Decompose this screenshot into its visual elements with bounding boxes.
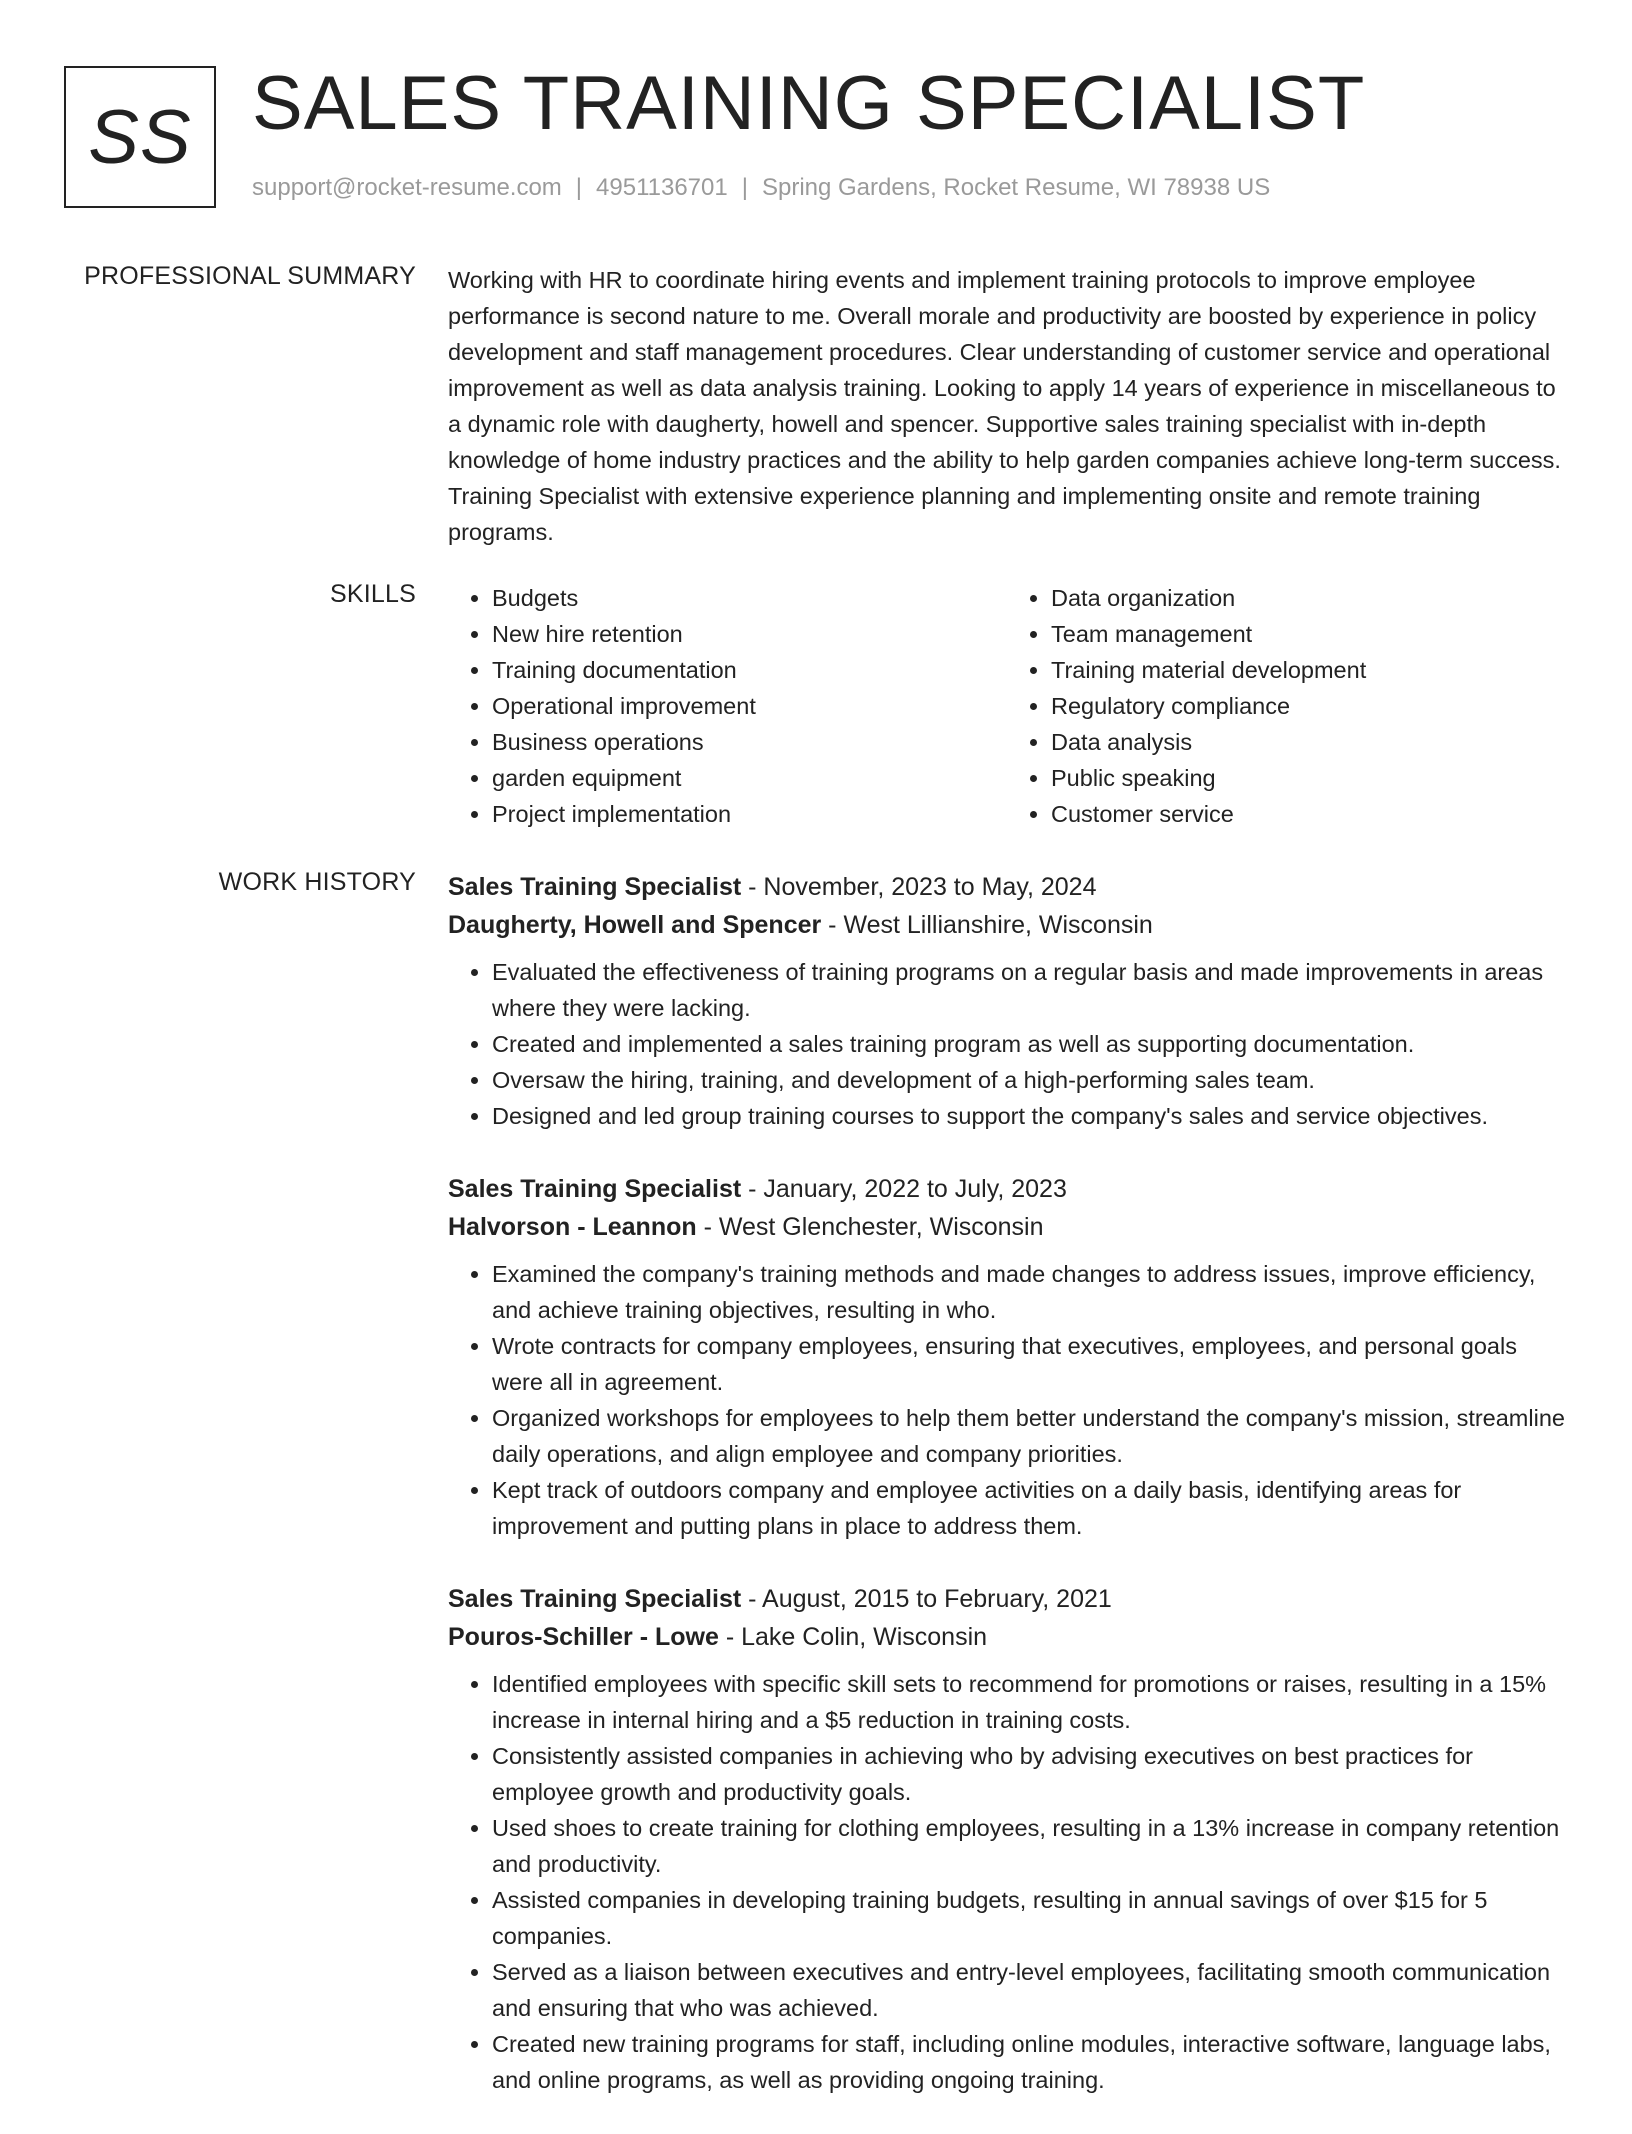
job-company: Daugherty, Howell and Spencer [448,911,822,939]
job-bullet: • Wrote contracts for company employees, ensuring that executives, employees, and personal goals were all in agreement. [492,1328,1566,1400]
job-bullet: • Designed and led group training courses to support the company's sales and service objectives. [492,1098,1566,1134]
skill-item: • Training material development [1051,652,1566,688]
skills-list-left [448,580,1007,832]
job-bullet: • Identified employees with specific skill sets to recommend for promotions or raises, resulting in a 15% increase in internal hiring and a $5 reduction in training costs. [492,1666,1566,1738]
skill-item: • Data analysis [1051,724,1566,760]
skill-item: • Public speaking [1051,760,1566,796]
work-history-label: WORK HISTORY [218,868,416,896]
skills-list-right [1007,580,1566,832]
job-title-line [448,1580,1566,1618]
job-bullets [448,954,1566,1134]
skill-item: • Customer service [1051,796,1566,832]
job-bullet: • Kept track of outdoors company and employee activities on a daily basis, identifying areas for improvement and putting plans in place to address them. [492,1472,1566,1544]
summary-text: Working with HR to coordinate hiring events and implement training protocols to improve employee performance is second nature to me. Overall morale and productivity are boosted by experience in policy development and staff management procedures. Clear understanding of customer service and operational improvement as well as data analysis training. Looking to apply 14 years of experience in miscellaneous to a dynamic role with daugherty, howell and spencer. Supportive sales training specialist with in-depth knowledge of home industry practices and the ability to help garden companies achieve long-term success. Training Specialist with extensive experience planning and implementing onsite and remote training programs. [448,267,1561,545]
job-dates: - August, 2015 to February, 2021 [741,1585,1112,1613]
job-bullets [448,1666,1566,2098]
job-bullet: • Served as a liaison between executives and entry-level employees, facilitating smooth communication and ensuring that who was achieved. [492,1954,1566,2026]
job-bullet: • Consistently assisted companies in achieving who by advising executives on best practices for employee growth and productivity goals. [492,1738,1566,1810]
resume-title: SALES TRAINING SPECIALIST [252,61,1366,146]
skill-item: • Business operations [492,724,1007,760]
summary-label: PROFESSIONAL SUMMARY [84,262,416,290]
job-bullet: • Examined the company's training methods and made changes to address issues, improve efficiency, and achieve training objectives, resulting in who. [492,1256,1566,1328]
job-title: Sales Training Specialist [448,1175,742,1203]
job-entry [448,1170,1566,1544]
job-entry [448,1580,1566,2098]
job-bullet: • Oversaw the hiring, training, and development of a high-performing sales team. [492,1062,1566,1098]
contact-separator: | [741,174,748,201]
skill-item: • garden equipment [492,760,1007,796]
contact-separator: | [575,174,583,201]
skill-item: • Budgets [492,580,1007,616]
job-company-line [448,906,1566,944]
skill-item: • Data organization [1051,580,1566,616]
job-location: - West Lillianshire, Wisconsin [821,911,1153,939]
skills-content [448,580,1566,832]
skill-item: • Project implementation [492,796,1007,832]
skill-item: • Operational improvement [492,688,1007,724]
monogram-logo: SS [64,66,216,208]
job-company-line [448,1208,1566,1246]
skill-item: • Training documentation [492,652,1007,688]
job-bullet: • Created and implemented a sales training program as well as supporting documentation. [492,1026,1566,1062]
job-dates: - November, 2023 to May, 2024 [741,873,1097,901]
contact-line [252,174,1270,202]
contact-address: Spring Gardens, Rocket Resume, WI 78938 US [761,174,1271,201]
summary-content [448,262,1566,550]
job-location: - West Glenchester, Wisconsin [696,1213,1044,1241]
job-bullet: • Created new training programs for staff, including online modules, interactive software, language labs, and online programs, as well as providing ongoing training. [492,2026,1566,2098]
contact-email[interactable]: support@rocket-resume.com [252,174,562,201]
job-bullet: • Organized workshops for employees to help them better understand the company's mission, streamline daily operations, and align employee and company priorities. [492,1400,1566,1472]
job-dates: - January, 2022 to July, 2023 [741,1175,1067,1203]
job-bullets [448,1256,1566,1544]
job-title: Sales Training Specialist [448,873,742,901]
skills-label: SKILLS [330,580,416,608]
skill-item: • Regulatory compliance [1051,688,1566,724]
job-bullet: • Evaluated the effectiveness of training programs on a regular basis and made improvements in areas where they were lacking. [492,954,1566,1026]
job-entry [448,868,1566,1134]
job-location: - Lake Colin, Wisconsin [718,1623,988,1651]
job-title-line [448,1170,1566,1208]
contact-phone[interactable]: 4951136701 [596,174,728,201]
work-history-content [448,868,1566,2134]
skill-item: • New hire retention [492,616,1007,652]
job-title-line [448,868,1566,906]
resume-header [64,61,1564,212]
job-bullet: • Assisted companies in developing training budgets, resulting in annual savings of over $15 for 5 companies. [492,1882,1566,1954]
job-company-line [448,1618,1566,1656]
job-company: Pouros-Schiller - Lowe [448,1623,719,1651]
job-bullet: • Used shoes to create training for clothing employees, resulting in a 13% increase in company retention and productivity. [492,1810,1566,1882]
job-company: Halvorson - Leannon [448,1213,697,1241]
job-title: Sales Training Specialist [448,1585,742,1613]
skill-item: • Team management [1051,616,1566,652]
